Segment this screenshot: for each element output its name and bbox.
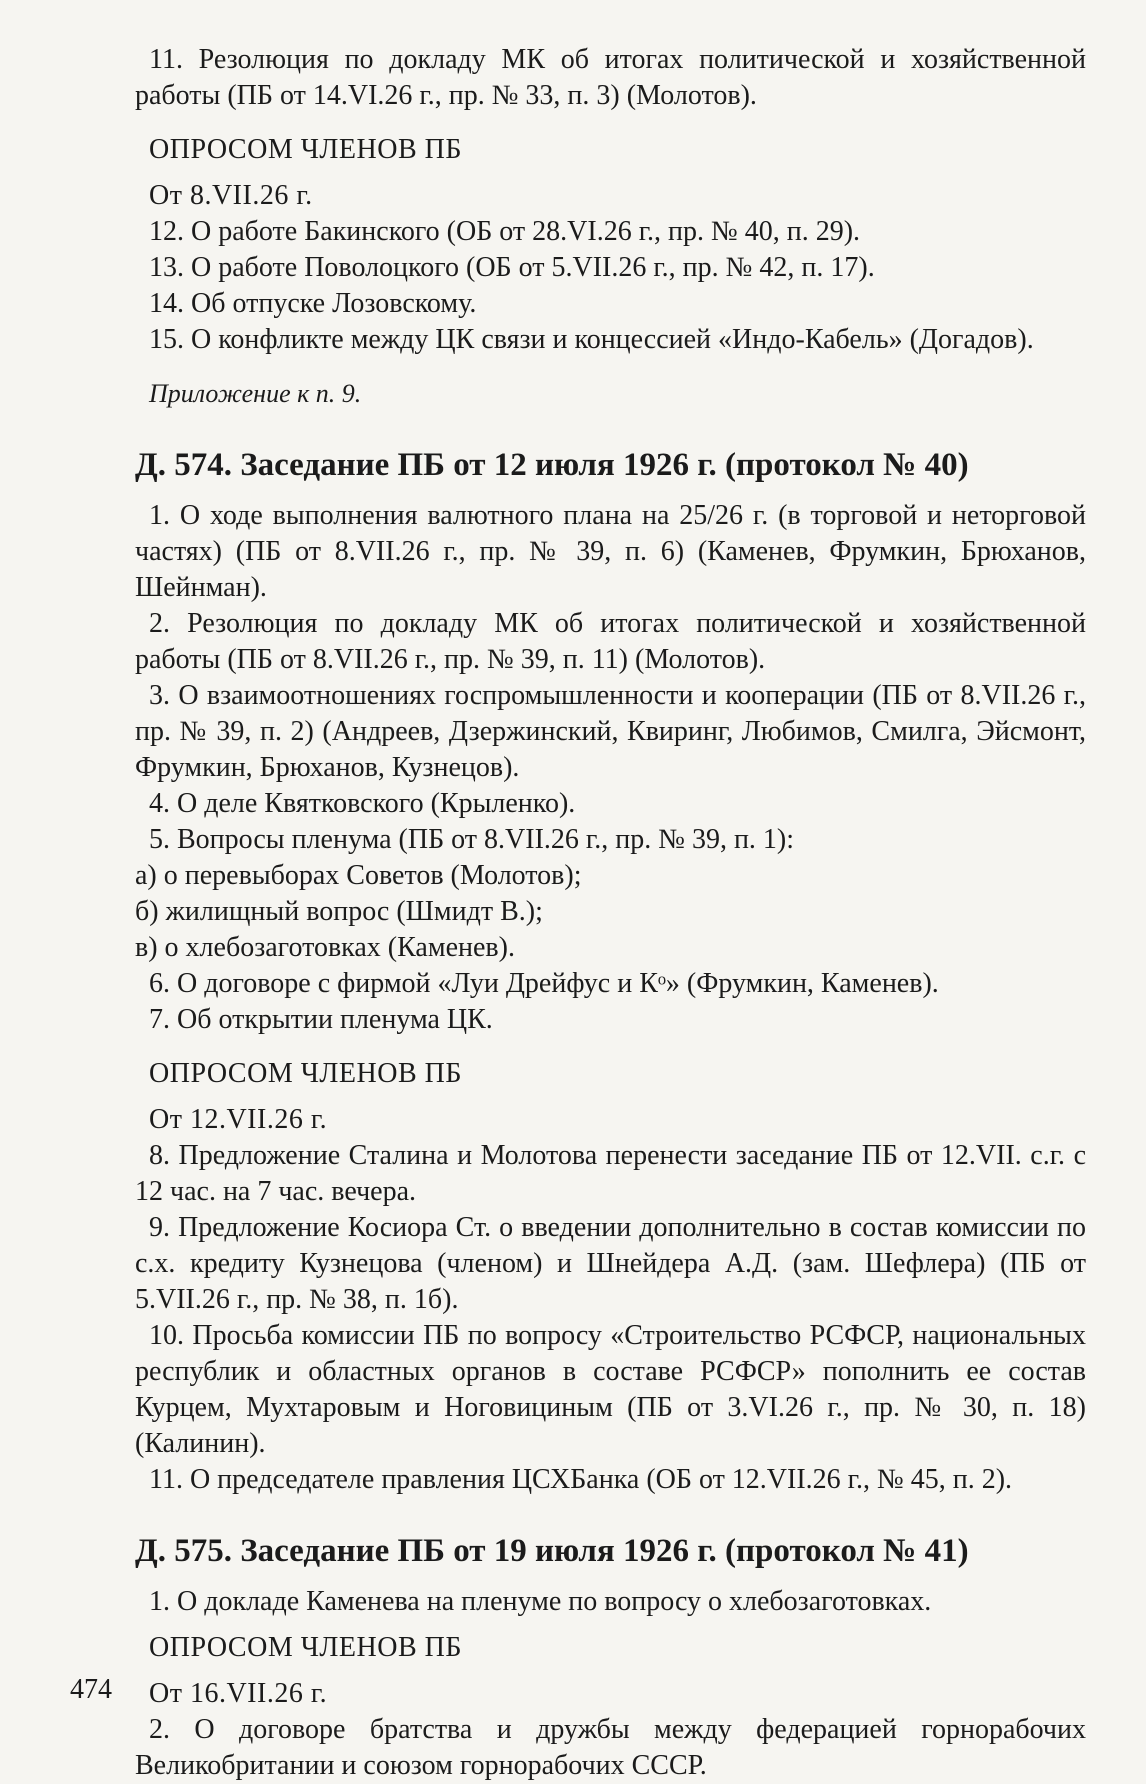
item-13: 13. О работе Поволоцкого (ОБ от 5.VII.26 г., пр. № 42, п. 17). xyxy=(149,252,875,283)
doc574-item-7: 7. Об открытии пленума ЦК. xyxy=(149,1004,493,1035)
doc-575-heading: Д. 575. Заседание ПБ от 19 июля 1926 г. (протокол № 41) xyxy=(135,1533,969,1569)
item-15: 15. О конфликте между ЦК связи и концессией «Индо-Кабель» (Догадов). xyxy=(149,324,1034,355)
doc574-subitem-c: в) о хлебозаготовках (Каменев). xyxy=(135,932,515,963)
poll-date: От 16.VII.26 г. xyxy=(149,1678,328,1709)
doc574-item-4: 4. О деле Квятковского (Крыленко). xyxy=(149,788,576,819)
poll-label: ОПРОСОМ ЧЛЕНОВ ПБ xyxy=(149,134,462,165)
item-14: 14. Об отпуске Лозовскому. xyxy=(149,288,477,319)
poll-label: ОПРОСОМ ЧЛЕНОВ ПБ xyxy=(149,1058,462,1089)
poll-label: ОПРОСОМ ЧЛЕНОВ ПБ xyxy=(149,1632,462,1663)
page-number: 474 xyxy=(70,1674,112,1705)
appendix-note: Приложение к п. 9. xyxy=(149,379,362,408)
doc574-item-3: 3. О взаимоотношениях госпромышленности и кооперации (ПБ от 8.VII.26 г., пр. № 39, п. 2) (Андреев, Дзержинский, Квиринг, Любимов, Смилга, Эйсмонт, Фрумкин, Брюханов, Кузнецов). xyxy=(135,680,1086,783)
doc574-item-5: 5. Вопросы пленума (ПБ от 8.VII.26 г., пр. № 39, п. 1): xyxy=(149,824,795,855)
doc574-item-1: 1. О ходе выполнения валютного плана на 25/26 г. (в торговой и неторговой частях) (ПБ от 8.VII.26 г., пр. № 39, п. 6) (Каменев, Фрумкин, Брюханов, Шейнман). xyxy=(135,500,1086,603)
item-11: 11. Резолюция по докладу МК об итогах политической и хозяйственной работы (ПБ от 14.VI.26 г., пр. № 33, п. 3) (Молотов). xyxy=(135,44,1086,111)
doc574-item-6: 6. О договоре с фирмой «Луи Дрейфус и Кᵒ» (Фрумкин, Каменев). xyxy=(149,968,939,999)
poll-date: От 12.VII.26 г. xyxy=(149,1104,328,1135)
poll-date: От 8.VII.26 г. xyxy=(149,180,313,211)
doc574-item-8: 8. Предложение Сталина и Молотова перенести заседание ПБ от 12.VII. с.г. с 12 час. на 7 час. вечера. xyxy=(135,1140,1086,1207)
doc574-item-9: 9. Предложение Косиора Ст. о введении дополнительно в состав комиссии по с.х. кредиту Кузнецова (членом) и Шнейдера А.Д. (зам. Шефлера) (ПБ от 5.VII.26 г., пр. № 38, п. 1б). xyxy=(135,1212,1086,1315)
doc574-item-2: 2. Резолюция по докладу МК об итогах политической и хозяйственной работы (ПБ от 8.VII.26 г., пр. № 39, п. 11) (Молотов). xyxy=(135,608,1086,675)
doc574-subitem-a: а) о перевыборах Советов (Молотов); xyxy=(135,860,582,891)
doc574-item-11: 11. О председателе правления ЦСХБанка (ОБ от 12.VII.26 г., № 45, п. 2). xyxy=(149,1464,1013,1495)
doc575-item-1: 1. О докладе Каменева на пленуме по вопросу о хлебозаготовках. xyxy=(149,1586,932,1617)
doc574-subitem-b: б) жилищный вопрос (Шмидт В.); xyxy=(135,896,543,927)
doc-574-heading: Д. 574. Заседание ПБ от 12 июля 1926 г. (протокол № 40) xyxy=(135,447,969,483)
doc574-item-10: 10. Просьба комиссии ПБ по вопросу «Строительство РСФСР, национальных республик и областных органов в составе РСФСР» пополнить ее состав Курцем, Мухтаровым и Ноговициным (ПБ от 3.VI.26 г., пр. № 30, п. 18) (Калинин). xyxy=(135,1320,1086,1459)
doc575-item-2: 2. О договоре братства и дружбы между федерацией горнорабочих Великобритании и союзом горнорабочих СССР. xyxy=(135,1714,1086,1781)
item-12: 12. О работе Бакинского (ОБ от 28.VI.26 г., пр. № 40, п. 29). xyxy=(149,216,861,247)
